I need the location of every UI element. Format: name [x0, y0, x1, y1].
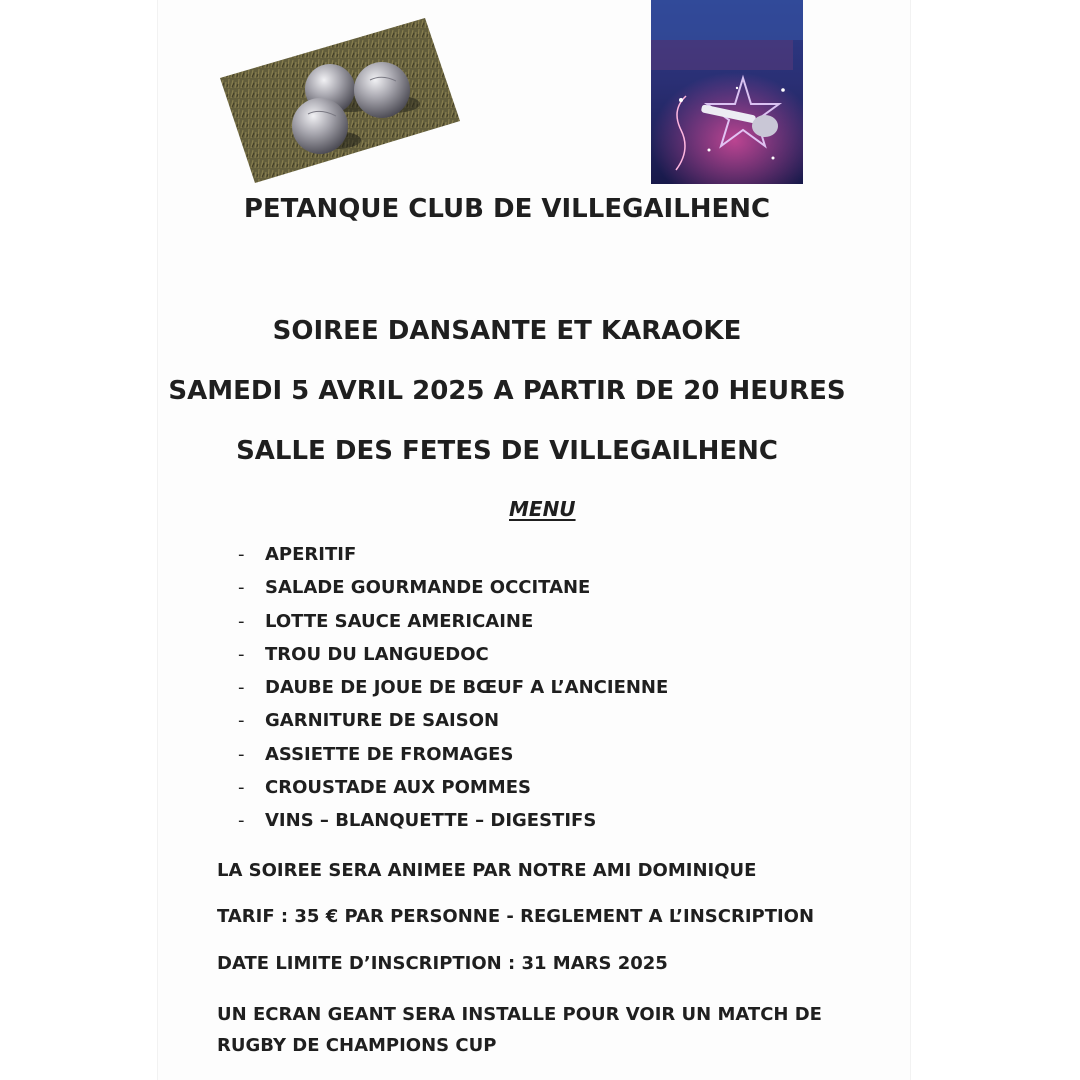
menu-item-label: DAUBE DE JOUE DE BŒUF A L’ANCIENNE	[265, 677, 669, 699]
club-title: PETANQUE CLUB DE VILLEGAILHENC	[243, 194, 771, 224]
menu-item-label: APERITIF	[265, 544, 357, 565]
menu-item-label: TROU DU LANGUEDOC	[265, 643, 489, 665]
dash-bullet: -	[238, 810, 245, 832]
menu-item-label: CROUSTADE AUX POMMES	[265, 777, 531, 799]
menu-item	[238, 611, 668, 644]
menu-item	[238, 710, 668, 743]
dash-bullet: -	[238, 777, 245, 799]
petanque-boules-photo	[220, 18, 460, 183]
menu-item-label: GARNITURE DE SAISON	[265, 710, 500, 732]
dash-bullet: -	[238, 643, 245, 665]
menu-item	[238, 677, 668, 710]
dash-bullet: -	[238, 577, 245, 599]
menu-item	[238, 544, 668, 577]
menu-item	[238, 577, 668, 610]
dash-bullet: -	[238, 610, 245, 632]
menu-item	[238, 777, 668, 810]
giant-screen-info	[217, 999, 822, 1061]
dash-bullet: -	[238, 710, 245, 732]
event-place: SALLE DES FETES DE VILLEGAILHENC	[236, 436, 778, 466]
menu-item	[238, 644, 668, 677]
giant-screen-line-1: UN ECRAN GEANT SERA INSTALLE POUR VOIR UN MATCH DE	[217, 1004, 822, 1025]
menu-item-label: LOTTE SAUCE AMERICAINE	[265, 610, 534, 632]
event-date: SAMEDI 5 AVRIL 2025 A PARTIR DE 20 HEURES	[168, 376, 846, 406]
menu-item	[238, 744, 668, 777]
menu-item	[238, 810, 668, 843]
event-title: SOIREE DANSANTE ET KARAOKE	[272, 316, 742, 346]
dash-bullet: -	[238, 743, 245, 765]
host-info: LA SOIREE SERA ANIMEE PAR NOTRE AMI DOMINIQUE	[217, 860, 757, 881]
menu-item-label: VINS – BLANQUETTE – DIGESTIFS	[265, 810, 597, 832]
karaoke-microphone-star-photo	[651, 0, 803, 184]
dash-bullet: -	[238, 677, 245, 699]
menu-item-label: ASSIETTE DE FROMAGES	[265, 743, 514, 765]
menu-item-label: SALADE GOURMANDE OCCITANE	[265, 577, 591, 599]
dash-bullet: -	[238, 544, 245, 565]
menu-list	[238, 544, 668, 844]
menu-heading: MENU	[509, 497, 576, 521]
price-info: TARIF : 35 € PAR PERSONNE - REGLEMENT A L’INSCRIPTION	[217, 906, 815, 927]
deadline-info: DATE LIMITE D’INSCRIPTION : 31 MARS 2025	[217, 953, 668, 974]
giant-screen-line-2: RUGBY DE CHAMPIONS CUP	[217, 1035, 497, 1056]
